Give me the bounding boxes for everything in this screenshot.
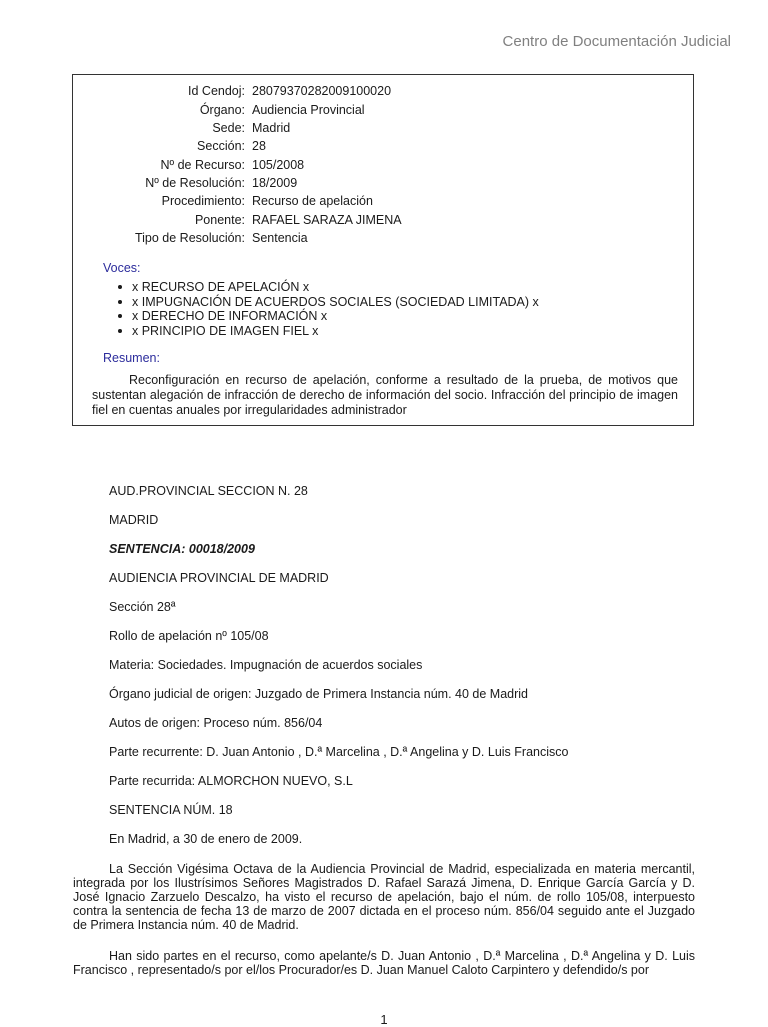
meta-value: Audiencia Provincial <box>252 102 365 117</box>
rollo-line: Rollo de apelación nº 105/08 <box>109 629 269 643</box>
meta-row-sede <box>73 119 695 137</box>
meta-label: Tipo de Resolución: <box>134 231 245 245</box>
meta-value: Recurso de apelación <box>252 194 373 208</box>
meta-label: Órgano: <box>199 102 245 117</box>
voces-list <box>103 280 539 338</box>
materia-line: Materia: Sociedades. Impugnación de acuerdos sociales <box>109 658 423 672</box>
meta-label: Id Cendoj: <box>188 84 245 98</box>
parte-recurrida-line: Parte recurrida: ALMORCHON NUEVO, S.L <box>109 774 353 788</box>
metadata-box <box>72 74 694 426</box>
document-header: Centro de Documentación Judicial <box>502 33 731 50</box>
meta-label: Sección: <box>197 139 245 153</box>
meta-value: 28079370282009100020 <box>252 84 392 98</box>
meta-label: Procedimiento: <box>161 194 245 208</box>
voces-item: x DERECHO DE INFORMACIÓN x <box>103 309 539 324</box>
voces-item: x RECURSO DE APELACIÓN x <box>103 280 539 295</box>
sentencia-num-line: SENTENCIA NÚM. 18 <box>109 803 233 817</box>
meta-row-id-cendoj <box>73 82 695 100</box>
voces-item: x PRINCIPIO DE IMAGEN FIEL x <box>103 324 539 339</box>
meta-row-tipo-resolucion <box>73 229 695 247</box>
resumen-text: Reconfiguración en recurso de apelación, conforme a resultado de la prueba, de motivos que sustentan alegación de infracción de derecho de información del socio. Infracción del principio de imagen fiel en cuentas anuales por irregularidades administrador <box>92 373 678 417</box>
organo-origen-line: Órgano judicial de origen: Juzgado de Primera Instancia núm. 40 de Madrid <box>109 687 528 701</box>
meta-value: Sentencia <box>252 231 308 245</box>
meta-label: Ponente: <box>194 212 245 227</box>
meta-row-resolucion <box>73 174 695 192</box>
meta-label: Sede: <box>212 121 245 135</box>
meta-value: 28 <box>252 139 266 153</box>
autos-origen-line: Autos de origen: Proceso núm. 856/04 <box>109 716 323 730</box>
court-name-line: AUDIENCIA PROVINCIAL DE MADRID <box>109 571 329 585</box>
city-line: MADRID <box>109 513 159 527</box>
meta-row-ponente <box>73 211 695 229</box>
voces-item: x IMPUGNACIÓN DE ACUERDOS SOCIALES (SOCIEDAD LIMITADA) x <box>103 295 539 310</box>
parte-recurrente-line: Parte recurrente: D. Juan Antonio , D.ª Marcelina , D.ª Angelina y D. Luis Francisco <box>109 745 569 759</box>
seccion-line: Sección 28ª <box>109 600 176 614</box>
sentencia-number: SENTENCIA: 00018/2009 <box>109 542 255 556</box>
page-number: 1 <box>380 1012 388 1027</box>
body-paragraph-2: Han sido partes en el recurso, como apelante/s D. Juan Antonio , D.ª Marcelina , D.ª Angelina y D. Luis Francisco , representado/s por el/los Procurador/es D. Juan Manuel Caloto Carpintero y defendido/s por <box>73 949 695 977</box>
meta-value: RAFAEL SARAZA JIMENA <box>252 212 402 227</box>
meta-label: Nº de Recurso: <box>160 157 245 172</box>
voces-title: Voces: <box>103 261 141 275</box>
meta-row-procedimiento <box>73 192 695 210</box>
meta-value: 105/2008 <box>252 157 305 172</box>
meta-value: 18/2009 <box>252 176 298 190</box>
meta-row-recurso <box>73 156 695 174</box>
resumen-title: Resumen: <box>103 351 160 365</box>
meta-label: Nº de Resolución: <box>145 176 245 190</box>
meta-value: Madrid <box>252 121 291 135</box>
court-section-line: AUD.PROVINCIAL SECCION N. 28 <box>109 484 308 498</box>
meta-row-organo <box>73 101 695 119</box>
body-paragraph-1: La Sección Vigésima Octava de la Audiencia Provincial de Madrid, especializada en materia mercantil, integrada por los Ilustrísimos Señores Magistrados D. Rafael Sarazá Jimena, D. Enrique García García y D. José Ignacio Zarzuelo Descalzo, ha visto el recurso de apelación, bajo el núm. de rollo 105/08, interpuesto contra la sentencia de fecha 13 de marzo de 2007 dictada en el proceso núm. 856/04 seguido ante el Juzgado de Primera Instancia núm. 40 de Madrid. <box>73 862 695 932</box>
meta-row-seccion <box>73 137 695 155</box>
date-line: En Madrid, a 30 de enero de 2009. <box>109 832 303 846</box>
